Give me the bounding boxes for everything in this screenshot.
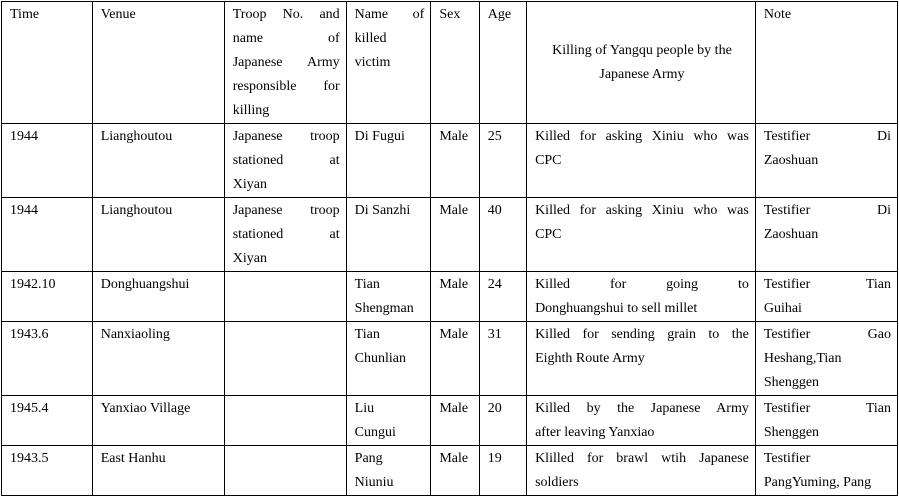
header-time: Time — [2, 2, 93, 124]
cell-age: 20 — [479, 396, 526, 446]
cell-troop — [224, 272, 346, 322]
cell-killing: Killed for asking Xiniu who was CPC — [527, 124, 756, 198]
table-row — [2, 446, 898, 496]
cell-time: 1943.6 — [2, 322, 93, 396]
cell-killing: Killed for going to Donghuangshui to sell millet — [527, 272, 756, 322]
cell-age: 25 — [479, 124, 526, 198]
table-body — [2, 2, 898, 496]
table-row — [2, 124, 898, 198]
cell-note: Testifier PangYuming, Pang — [755, 446, 897, 496]
cell-venue: Yanxiao Village — [92, 396, 224, 446]
cell-time: 1944 — [2, 198, 93, 272]
cell-time: 1944 — [2, 124, 93, 198]
header-row — [2, 2, 898, 124]
cell-venue: Donghuangshui — [92, 272, 224, 322]
table-row — [2, 272, 898, 322]
cell-sex: Male — [431, 446, 479, 496]
cell-sex: Male — [431, 396, 479, 446]
cell-victim: Di Sanzhi — [346, 198, 431, 272]
cell-killing: Killed by the Japanese Army after leaving Yanxiao — [527, 396, 756, 446]
cell-sex: Male — [431, 124, 479, 198]
cell-venue: Lianghoutou — [92, 124, 224, 198]
cell-age: 19 — [479, 446, 526, 496]
table-row — [2, 396, 898, 446]
cell-sex: Male — [431, 198, 479, 272]
cell-time: 1942.10 — [2, 272, 93, 322]
cell-troop — [224, 322, 346, 396]
cell-venue: Nanxiaoling — [92, 322, 224, 396]
cell-note: Testifier Di Zaoshuan — [755, 124, 897, 198]
table-row — [2, 198, 898, 272]
cell-sex: Male — [431, 272, 479, 322]
cell-victim: Tian Shengman — [346, 272, 431, 322]
cell-age: 24 — [479, 272, 526, 322]
cell-note: Testifier Gao Heshang,Tian Shenggen — [755, 322, 897, 396]
cell-time: 1943.5 — [2, 446, 93, 496]
header-age: Age — [479, 2, 526, 124]
cell-time: 1945.4 — [2, 396, 93, 446]
header-victim: Name of killed victim — [346, 2, 431, 124]
cell-troop: Japanese troop stationed at Xiyan — [224, 124, 346, 198]
cell-venue: East Hanhu — [92, 446, 224, 496]
cell-venue: Lianghoutou — [92, 198, 224, 272]
cell-troop — [224, 446, 346, 496]
header-troop: Troop No. and name of Japanese Army responsible for killing — [224, 2, 346, 124]
cell-victim: Di Fugui — [346, 124, 431, 198]
header-venue: Venue — [92, 2, 224, 124]
cell-victim: Pang Niuniu — [346, 446, 431, 496]
header-note: Note — [755, 2, 897, 124]
cell-sex: Male — [431, 322, 479, 396]
cell-note: Testifier Tian Shenggen — [755, 396, 897, 446]
cell-troop — [224, 396, 346, 446]
cell-note: Testifier Tian Guihai — [755, 272, 897, 322]
cell-troop: Japanese troop stationed at Xiyan — [224, 198, 346, 272]
cell-note: Testifier Di Zaoshuan — [755, 198, 897, 272]
cell-victim: Liu Cungui — [346, 396, 431, 446]
header-killing: Killing of Yangqu people by the Japanese Army — [527, 2, 756, 124]
table-row — [2, 322, 898, 396]
cell-victim: Tian Chunlian — [346, 322, 431, 396]
cell-killing: Killed for asking Xiniu who was CPC — [527, 198, 756, 272]
cell-age: 40 — [479, 198, 526, 272]
cell-killing: Killed for sending grain to the Eighth Route Army — [527, 322, 756, 396]
records-table — [1, 1, 898, 496]
cell-killing: Klilled for brawl wtih Japanese soldiers — [527, 446, 756, 496]
header-sex: Sex — [431, 2, 479, 124]
cell-age: 31 — [479, 322, 526, 396]
